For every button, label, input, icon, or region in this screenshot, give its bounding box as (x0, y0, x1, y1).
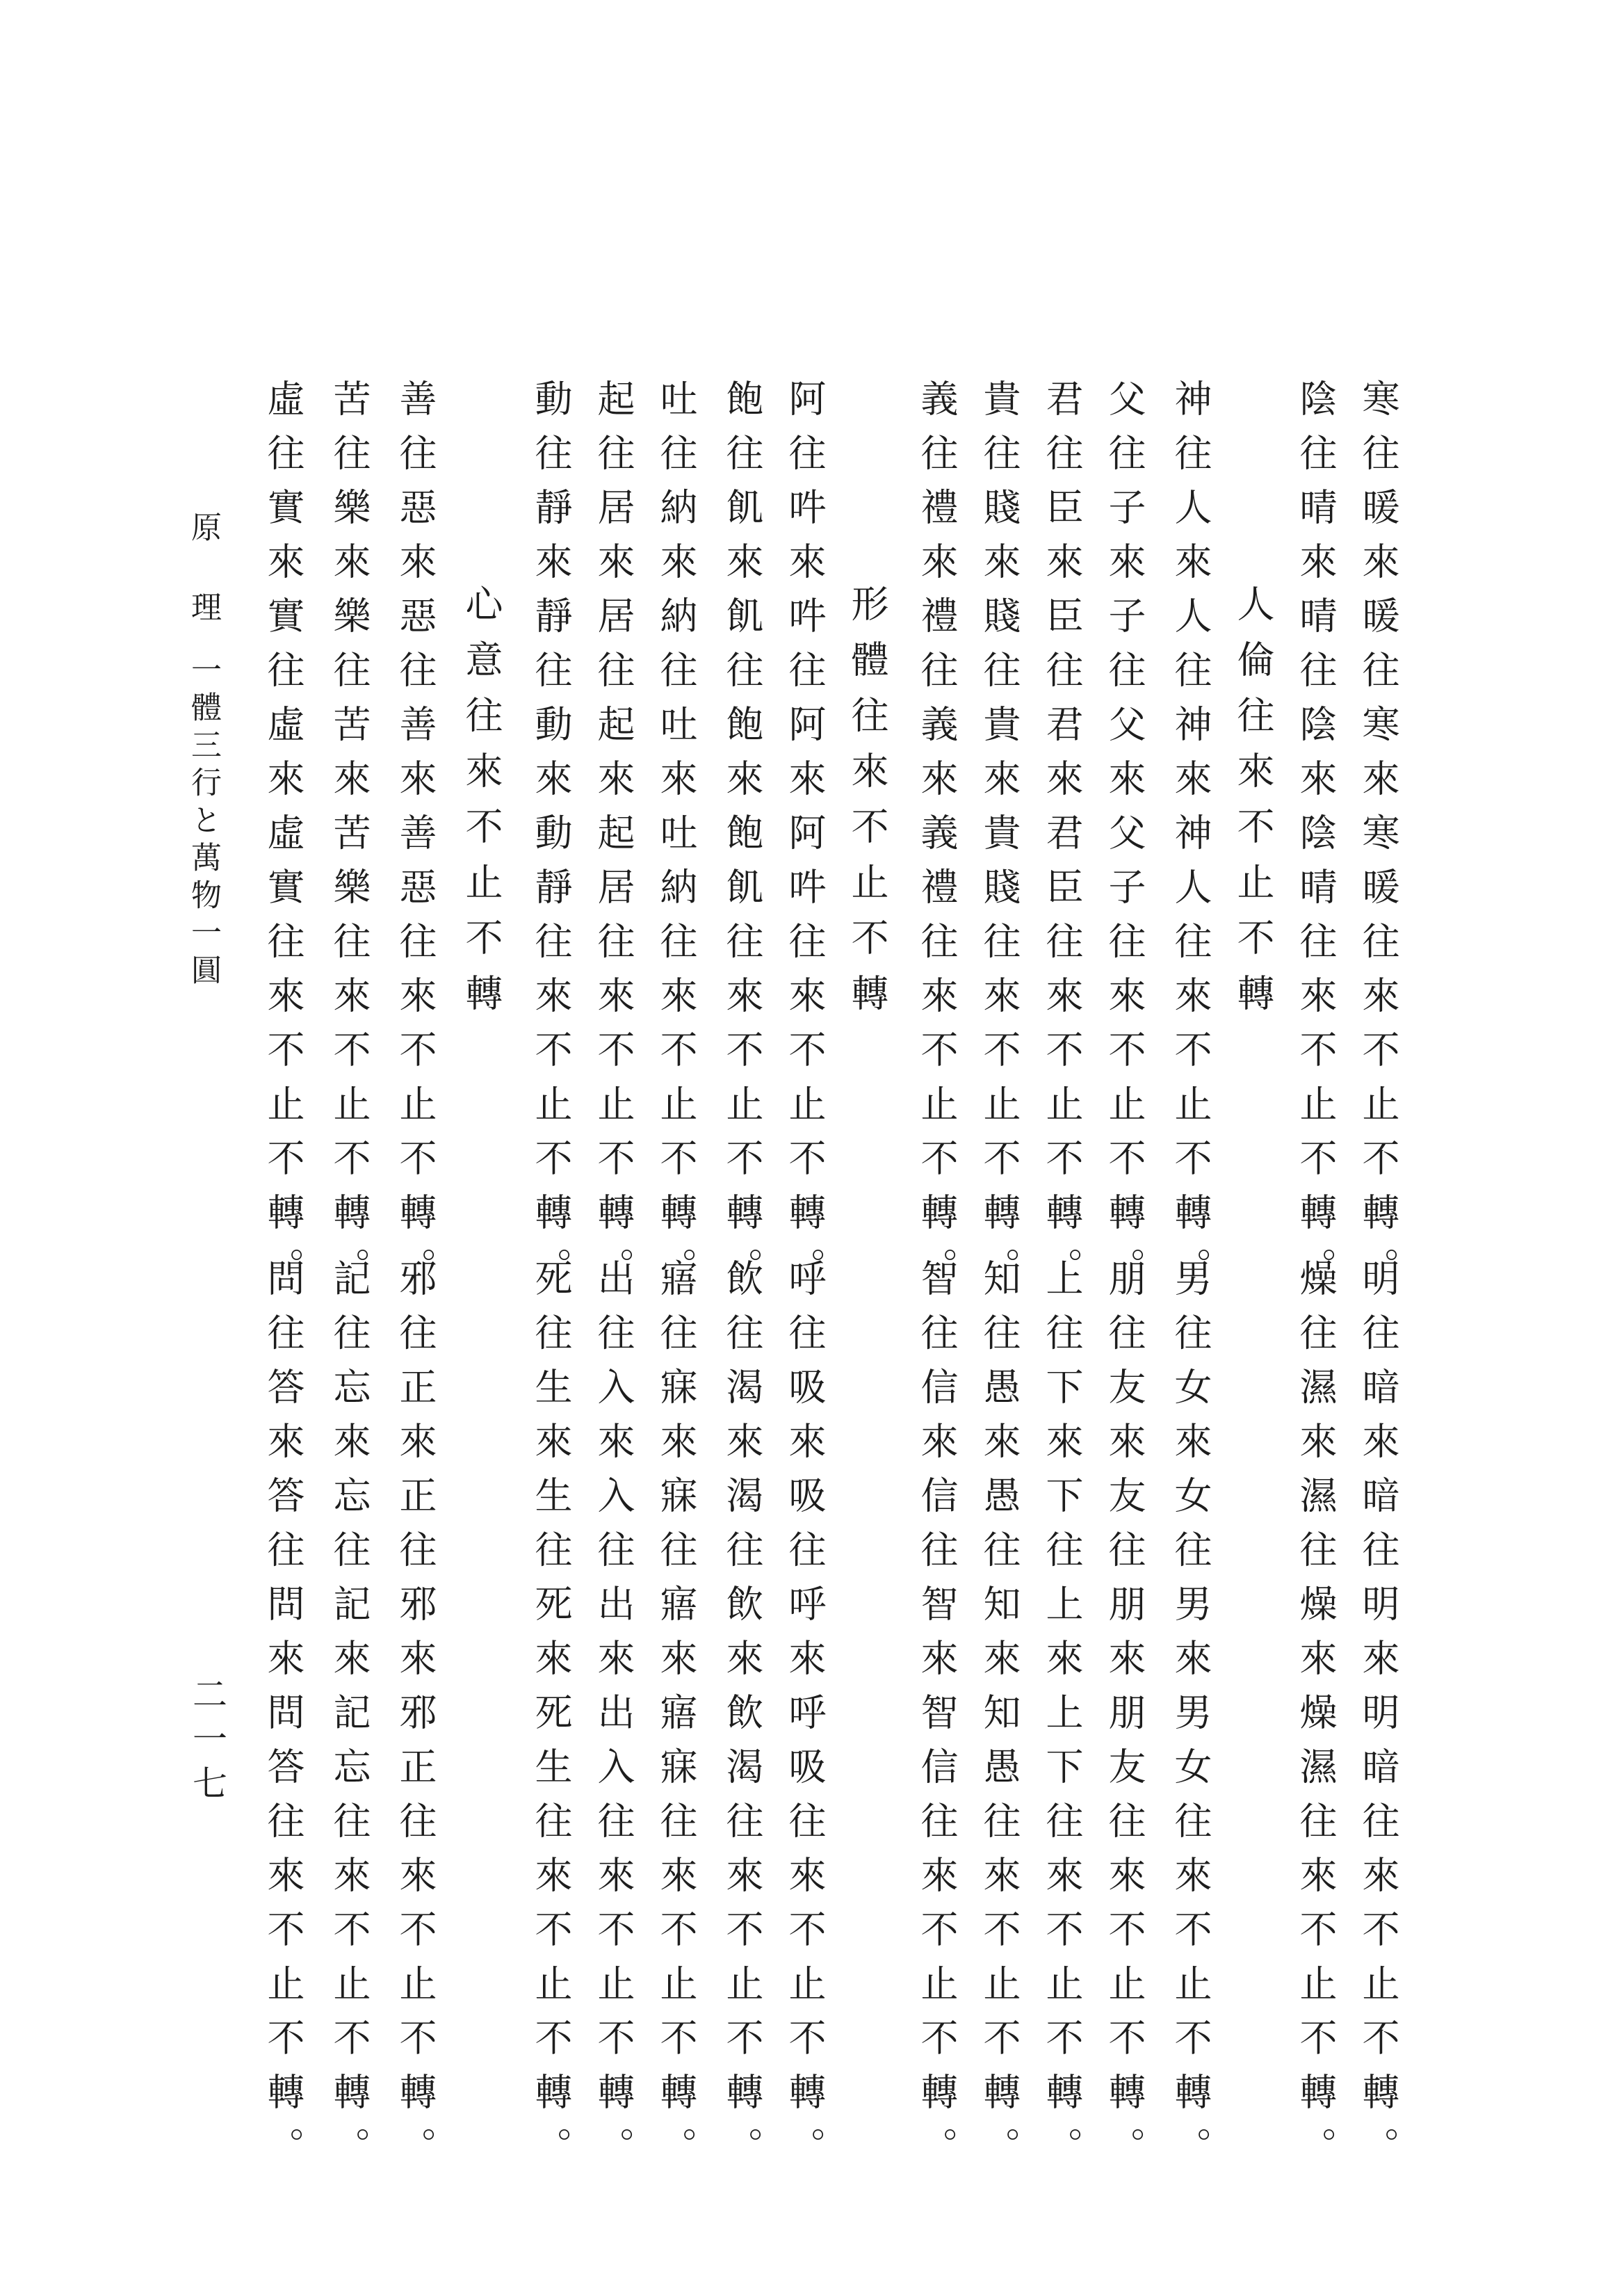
lower-line-15: 問往答來答往問來問答往來不止不轉。 (261, 1259, 305, 2181)
upper-line-18: 虛往實來實往虛來虛實往來不止不轉。 (261, 379, 305, 1301)
lower-line-4: 朋往友來友往朋來朋友往來不止不轉。 (1103, 1259, 1146, 2181)
lower-line-8: 呼往吸來吸往呼來呼吸往來不止不轉。 (783, 1259, 827, 2181)
section-heading-mind: 心意往來不止不轉 (460, 584, 503, 1029)
upper-line-12: 吐往納來納往吐來吐納往來不止不轉。 (654, 379, 698, 1301)
lower-line-7: 智往信來信往智來智信往來不止不轉。 (915, 1259, 959, 2181)
upper-line-2: 陰往晴來晴往陰來陰晴往來不止不轉。 (1294, 379, 1338, 1301)
upper-line-1: 寒往暖來暖往寒來寒暖往來不止不轉。 (1356, 379, 1400, 1301)
running-head-section: 原 理 (186, 511, 221, 629)
upper-line-6: 君往臣來臣往君來君臣往來不止不轉。 (1040, 379, 1084, 1301)
upper-line-17: 苦往樂來樂往苦來苦樂往來不止不轉。 (327, 379, 371, 1301)
upper-line-7: 貴往賤來賤往貴來貴賤往來不止不轉。 (977, 379, 1021, 1301)
lower-line-12: 死往生來生往死來死生往來不止不轉。 (529, 1259, 573, 2181)
lower-line-14: 記往忘來忘往記來記忘往來不止不轉。 (327, 1259, 371, 2181)
lower-line-6: 知往愚來愚往知來知愚往來不止不轉。 (977, 1259, 1021, 2181)
lower-line-1: 明往暗來暗往明來明暗往來不止不轉。 (1356, 1259, 1400, 2181)
section-heading-human-relations: 人倫往來不止不轉 (1231, 584, 1275, 1029)
lower-line-5: 上往下來下往上來上下往來不止不轉。 (1040, 1259, 1084, 2181)
lower-line-2: 燥往濕來濕往燥來燥濕往來不止不轉。 (1294, 1259, 1338, 2181)
lower-line-10: 寤往寐來寐往寤來寤寐往來不止不轉。 (654, 1259, 698, 2181)
lower-line-11: 出往入來入往出來出入往來不止不轉。 (592, 1259, 635, 2181)
section-heading-physical-body: 形體往來不止不轉 (845, 584, 889, 1029)
lower-line-13: 邪往正來正往邪來邪正往來不止不轉。 (393, 1259, 437, 2181)
page-number: 二一七 (187, 1676, 227, 1809)
running-head-title: 一體三行と萬物一圓 (186, 654, 221, 992)
lower-line-3: 男往女來女往男來男女往來不止不轉。 (1169, 1259, 1212, 2181)
upper-line-11: 飽往飢來飢往飽來飽飢往來不止不轉。 (720, 379, 764, 1301)
upper-line-10: 阿往吽來吽往阿來阿吽往來不止不轉。 (783, 379, 827, 1301)
upper-line-5: 父往子來子往父來父子往來不止不轉。 (1103, 379, 1146, 1301)
upper-line-4: 神往人來人往神來神人往來不止不轉。 (1169, 379, 1212, 1301)
upper-line-8: 義往禮來禮往義來義禮往來不止不轉。 (915, 379, 959, 1301)
upper-line-13: 起往居來居往起來起居往來不止不轉。 (592, 379, 635, 1301)
upper-line-14: 動往靜來靜往動來動靜往來不止不轉。 (529, 379, 573, 1301)
upper-line-16: 善往惡來惡往善來善惡往來不止不轉。 (393, 379, 437, 1301)
lower-line-9: 飲往渴來渴往飲來飲渴往來不止不轉。 (720, 1259, 764, 2181)
